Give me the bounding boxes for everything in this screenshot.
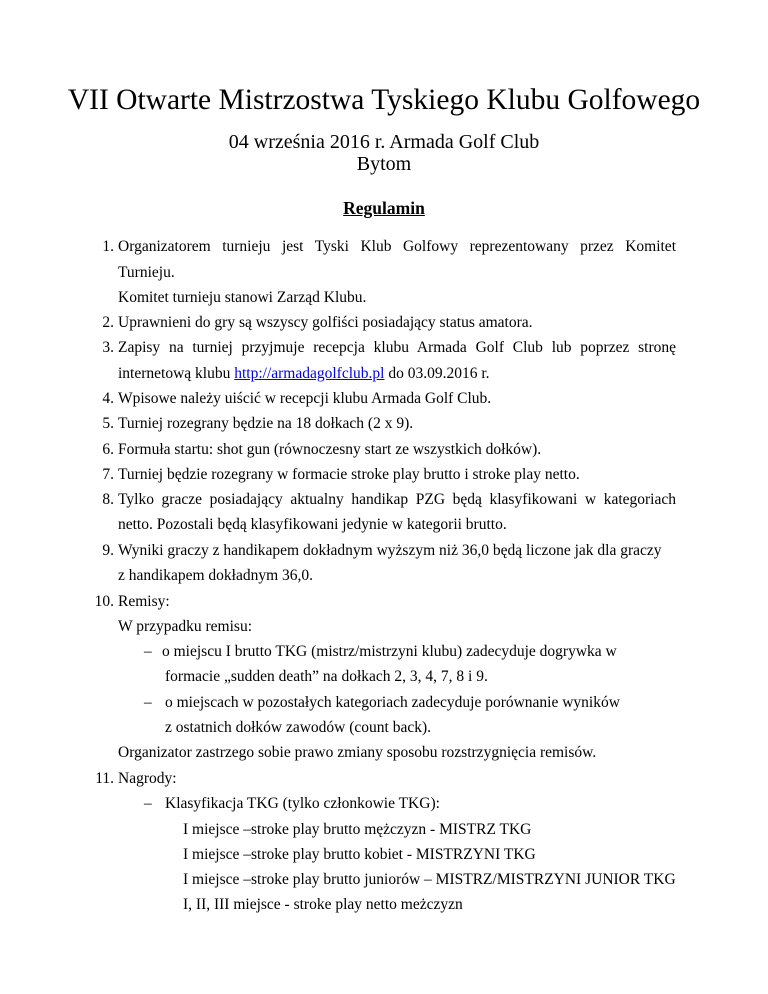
list-dash: – <box>144 795 152 812</box>
event-city: Bytom <box>356 153 412 175</box>
prize-line: I miejsce –stroke play brutto juniorów – MISTRZ/MISTRZYNI JUNIOR TKG <box>183 871 676 888</box>
prize-line: I, II, III miejsce - stroke play netto meżczyzn <box>183 896 463 913</box>
item-number: 9. <box>102 542 114 559</box>
item-7-text: Turniej będzie rozegrany w formacie stroke play brutto i stroke play netto. <box>118 466 580 483</box>
document-title: VII Otwarte Mistrzostwa Tyskiego Klubu Golfowego <box>67 84 701 116</box>
item-9-text: Wyniki graczy z handikapem dokładnym wyższym niż 36,0 będą liczone jak dla graczy <box>118 542 662 559</box>
item-number: 5. <box>102 415 114 432</box>
item-number: 1. <box>102 238 114 255</box>
item-number: 6. <box>102 441 114 458</box>
item-11-text: Nagrody: <box>118 770 177 787</box>
item-10-text: Remisy: <box>118 593 170 610</box>
event-date-place: 04 września 2016 r. Armada Golf Club <box>228 131 540 153</box>
tie-rule-1-cont: formacie „sudden death” na dołkach 2, 3, 4, 7, 8 i 9. <box>165 668 488 685</box>
item-3-text-cont <box>118 364 490 384</box>
item-8-text-cont: netto. Pozostali będą klasyfikowani jedynie w kategorii brutto. <box>118 516 507 533</box>
item-9-text-cont: z handikapem dokładnym 36,0. <box>118 567 313 584</box>
item-3-text-pre: internetową klubu <box>118 365 235 382</box>
item-3-text: Zapisy na turniej przyjmuje recepcja klubu Armada Golf Club lub poprzez stronę <box>118 339 676 356</box>
prize-line: I miejsce –stroke play brutto kobiet - MISTRZYNI TKG <box>183 846 536 863</box>
tie-rule-2: o miejscach w pozostałych kategoriach zadecyduje porównanie wyników <box>165 694 620 711</box>
item-5-text: Turniej rozegrany będzie na 18 dołkach (2 x 9). <box>118 415 414 432</box>
item-number: 3. <box>102 339 114 356</box>
item-number: 2. <box>102 314 114 331</box>
item-8-text: Tylko gracze posiadający aktualny handikap PZG będą klasyfikowani w kategoriach <box>118 491 676 508</box>
item-1-note: Komitet turnieju stanowi Zarząd Klubu. <box>118 289 367 306</box>
prize-line: I miejsce –stroke play brutto mężczyzn - MISTRZ TKG <box>183 821 532 838</box>
item-10-intro: W przypadku remisu: <box>118 618 253 635</box>
list-dash: – <box>144 694 152 711</box>
section-heading: Regulamin <box>343 198 425 218</box>
tie-rule-2-cont: z ostatnich dołków zawodów (count back). <box>165 719 432 736</box>
item-number: 11. <box>95 770 114 787</box>
item-number: 10. <box>94 593 114 610</box>
item-number: 7. <box>102 466 114 483</box>
item-10-closing: Organizator zastrzego sobie prawo zmiany sposobu rozstrzygnięcia remisów. <box>118 744 597 761</box>
tie-rule-1: o miejscu I brutto TKG (mistrz/mistrzyni klubu) zadecyduje dogrywka w <box>162 643 617 660</box>
item-6-text: Formuła startu: shot gun (równoczesny start ze wszystkich dołków). <box>118 441 542 458</box>
item-1-text-cont: Turnieju. <box>118 264 175 281</box>
item-2-text: Uprawnieni do gry są wszyscy golfiści posiadający status amatora. <box>118 314 533 331</box>
list-dash: – <box>144 643 152 660</box>
item-4-text: Wpisowe należy uiścić w recepcji klubu Armada Golf Club. <box>118 390 492 407</box>
item-1-text: Organizatorem turnieju jest Tyski Klub Golfowy reprezentowany przez Komitet <box>118 238 676 255</box>
club-website-link[interactable]: http://armadagolfclub.pl <box>234 365 385 382</box>
item-3-text-post: do 03.09.2016 r. <box>384 365 490 382</box>
prize-category: Klasyfikacja TKG (tylko członkowie TKG): <box>165 795 440 812</box>
item-number: 8. <box>102 491 114 508</box>
item-number: 4. <box>102 390 114 407</box>
